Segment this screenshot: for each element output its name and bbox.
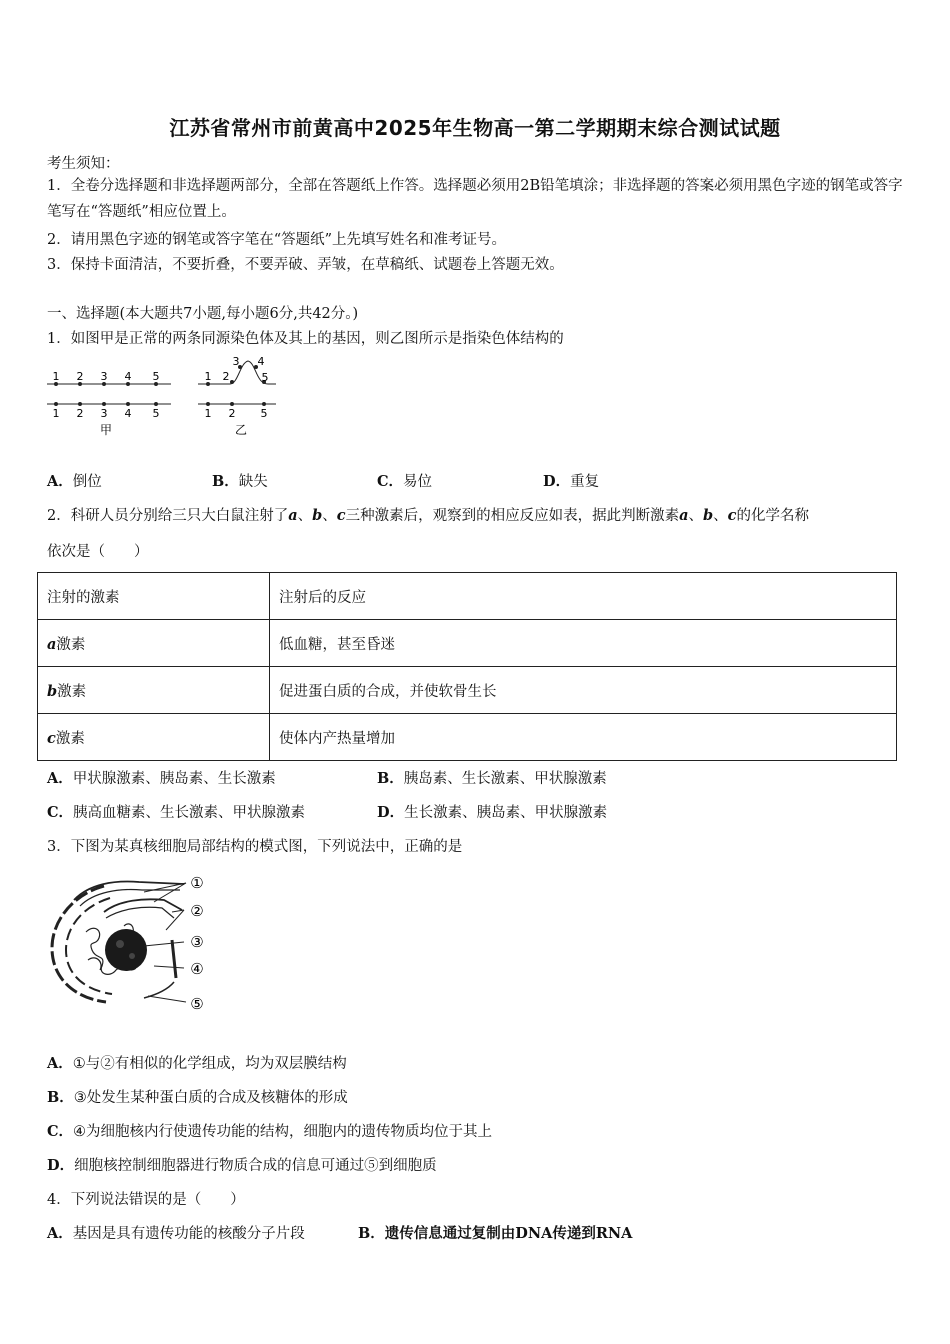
q2-option-c[interactable]: C．胰高血糖素、生长激素、甲状腺激素 — [47, 804, 306, 821]
table-cell: 低血糖，甚至昏迷 — [270, 620, 897, 667]
jia-top-label: 4 — [124, 370, 132, 383]
table-row — [38, 714, 897, 761]
notice-item-1: 1．全卷分选择题和非选择题两部分，全部在答题纸上作答。选择题必须用2B铅笔填涂；非选择题的答案必须用黑色字迹的钢笔或答字笔写在“答题纸”相应位置上。 — [47, 178, 903, 220]
jia-bottom-label: 2 — [76, 407, 84, 420]
table-header-cell: 注射后的反应 — [270, 573, 897, 620]
page-title: 江苏省常州市前黄高中2025年生物高一第二学期期末综合测试试题 — [169, 116, 781, 140]
yi-label: 乙 — [234, 423, 248, 437]
q1-option-b[interactable]: B．缺失 — [212, 473, 268, 490]
q2-stem: 2．科研人员分别给三只大白鼠注射了a、b、c三种激素后，观察到的相应反应如表，据此判断激素a、b、c的化学名称 — [47, 507, 810, 524]
figure-label-5: ⑤ — [190, 995, 204, 1013]
jia-top-label: 3 — [100, 370, 108, 383]
table-cell: b激素 — [38, 667, 270, 714]
table-header-row — [38, 573, 897, 620]
yi-bottom-label: 5 — [260, 407, 268, 420]
jia-top-label: 5 — [152, 370, 160, 383]
yi-bottom-label: 2 — [228, 407, 236, 420]
yi-top-genes — [205, 355, 269, 386]
section-heading: 一、选择题(本大题共7小题,每小题6分,共42分。) — [47, 306, 359, 322]
q2-option-a[interactable]: A．甲状腺激素、胰岛素、生长激素 — [47, 770, 276, 787]
yi-top-label: 5 — [261, 371, 269, 384]
q3-option-a[interactable]: A．①与②有相似的化学组成，均为双层膜结构 — [47, 1055, 347, 1072]
yi-bottom-genes — [205, 402, 268, 420]
figure-label-3: ③ — [190, 933, 204, 951]
figure-label-1: ① — [190, 874, 204, 892]
jia-top-label: 2 — [76, 370, 84, 383]
yi-top-label: 2 — [222, 370, 230, 383]
table-row — [38, 667, 897, 714]
notice-item-3: 3．保持卡面清洁，不要折叠，不要弄破、弄皱，在草稿纸、试题卷上答题无效。 — [47, 257, 564, 273]
jia-bottom-label: 4 — [124, 407, 132, 420]
q3-stem: 3．下图为某真核细胞局部结构的模式图，下列说法中，正确的是 — [47, 839, 463, 855]
q4-option-b[interactable]: B．遗传信息通过复制由DNA传递到RNA — [358, 1225, 633, 1242]
q3-option-c[interactable]: C．④为细胞核内行使遗传功能的结构，细胞内的遗传物质均位于其上 — [47, 1123, 493, 1140]
cell-nucleus-figure — [44, 870, 214, 1020]
inner-envelope — [66, 898, 112, 994]
figure-label-2: ② — [190, 902, 204, 920]
nucleolus — [105, 929, 147, 971]
table-row — [38, 620, 897, 667]
notice-heading: 考生须知： — [47, 156, 120, 172]
jia-label: 甲 — [99, 423, 113, 437]
table-cell: a激素 — [38, 620, 270, 667]
jia-bottom-label: 5 — [152, 407, 160, 420]
table-header-cell: 注射的激素 — [38, 573, 270, 620]
table-cell: 使体内产热量增加 — [270, 714, 897, 761]
er-top — [74, 882, 184, 900]
q4-stem: 4．下列说法错误的是（ ） — [47, 1192, 245, 1208]
q4-option-a[interactable]: A．基因是具有遗传功能的核酸分子片段 — [47, 1225, 305, 1242]
jia-bottom-label: 3 — [100, 407, 108, 420]
er-right — [172, 940, 176, 978]
jia-bottom-genes — [53, 402, 160, 420]
q2-option-b[interactable]: B．胰岛素、生长激素、甲状腺激素 — [377, 770, 607, 787]
jia-top-label: 1 — [52, 370, 60, 383]
outer-envelope — [52, 886, 106, 1002]
hormone-table — [37, 572, 897, 761]
q3-option-b[interactable]: B．③处发生某种蛋白质的合成及核糖体的形成 — [47, 1089, 348, 1106]
q1-option-d[interactable]: D．重复 — [543, 473, 600, 490]
q2-stem-line2: 依次是（ ） — [47, 544, 149, 560]
yi-bottom-label: 1 — [204, 407, 212, 420]
notice-item-2: 2．请用黑色字迹的钢笔或答字笔在“答题纸”上先填写姓名和准考证号。 — [47, 232, 507, 248]
q1-option-c[interactable]: C．易位 — [377, 473, 433, 490]
q1-option-a[interactable]: A．倒位 — [47, 473, 102, 490]
q2-option-d[interactable]: D．生长激素、胰岛素、甲状腺激素 — [377, 804, 608, 821]
table-cell: 促进蛋白质的合成，并使软骨生长 — [270, 667, 897, 714]
figure-label-4: ④ — [190, 960, 204, 978]
yi-top-label: 3 — [232, 355, 240, 368]
jia-bottom-label: 1 — [52, 407, 60, 420]
yi-top-label: 1 — [204, 370, 212, 383]
q3-option-d[interactable]: D．细胞核控制细胞器进行物质合成的信息可通过⑤到细胞质 — [47, 1157, 437, 1174]
chromosome-figure — [40, 355, 285, 440]
q1-stem: 1．如图甲是正常的两条同源染色体及其上的基因，则乙图所示是指染色体结构的 — [47, 331, 564, 347]
yi-top-label: 4 — [257, 355, 265, 368]
table-cell: c激素 — [38, 714, 270, 761]
